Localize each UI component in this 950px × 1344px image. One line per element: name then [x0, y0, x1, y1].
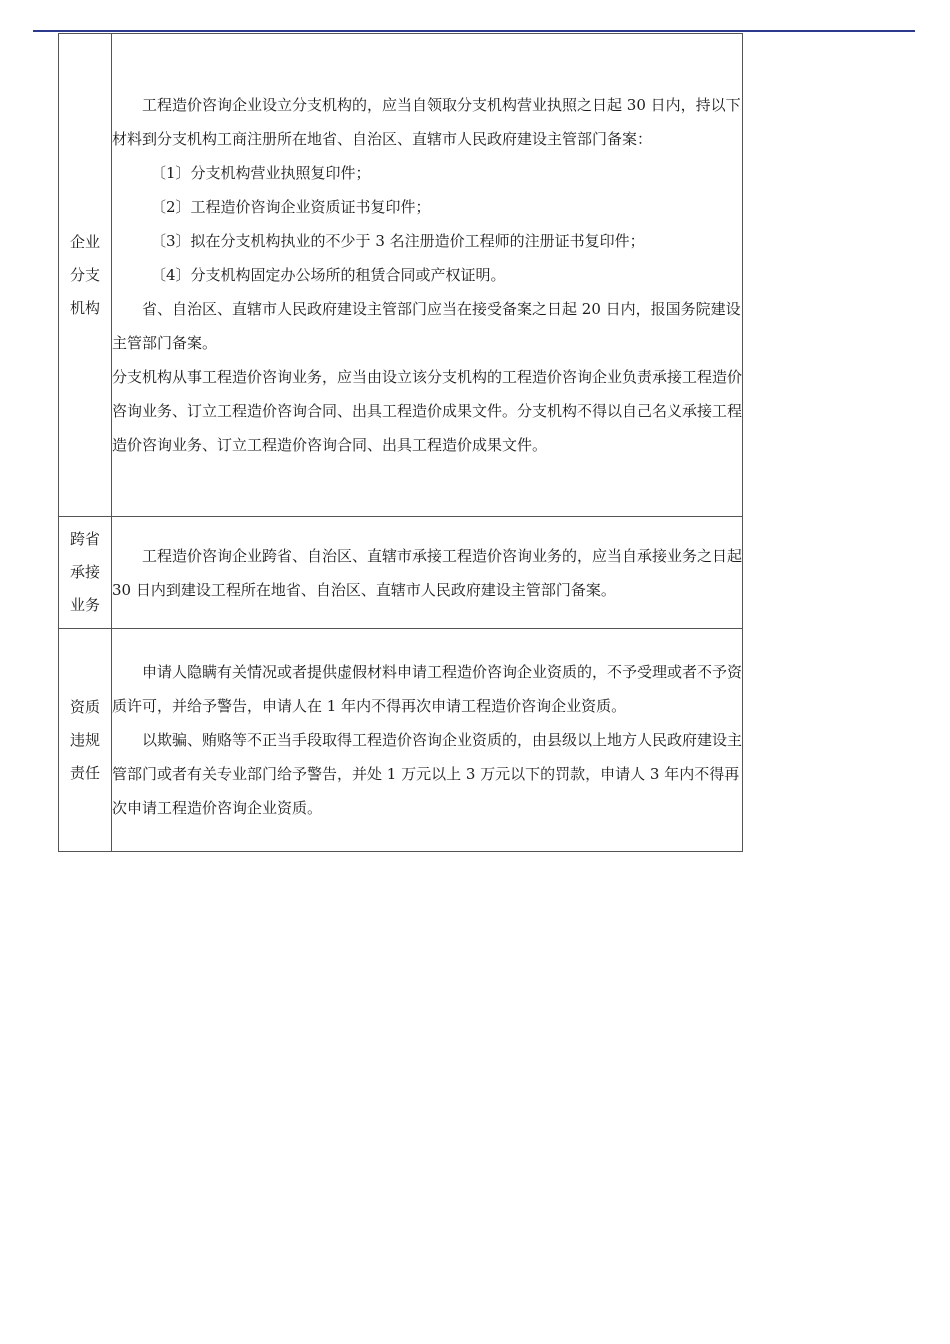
paragraph: 以欺骗、贿赂等不正当手段取得工程造价咨询企业资质的，由县级以上地方人民政府建设主管部门或者有关专业部门给予警告，并处 1 万元以上 3 万元以下的罚款，申请人 3 年内不得再次申请工程造价咨询企业资质。	[112, 731, 743, 817]
row-label	[59, 629, 112, 852]
row-label-line: 分支	[69, 265, 100, 284]
row-label-line: 跨省	[69, 530, 100, 548]
row-label-line: 承接	[69, 563, 100, 581]
row-label-line: 企业	[69, 232, 100, 251]
table-row-branch	[59, 34, 743, 517]
paragraph: 申请人隐瞒有关情况或者提供虚假材料申请工程造价咨询企业资质的，不予受理或者不予资质许可，并给予警告，申请人在 1 年内不得再次申请工程造价咨询企业资质。	[112, 663, 743, 715]
row-label-line: 资质	[69, 697, 100, 716]
row-label	[59, 34, 112, 517]
regulation-table	[58, 33, 743, 852]
list-item: 〔4〕分支机构固定办公场所的租赁合同或产权证明。	[151, 266, 506, 284]
row-label-line: 机构	[69, 298, 100, 317]
row-label	[59, 517, 112, 629]
header-rule	[33, 30, 915, 32]
paragraph: 省、自治区、直辖市人民政府建设主管部门应当在接受备案之日起 20 日内，报国务院建设主管部门备案。	[112, 300, 741, 352]
row-label-line: 违规	[69, 730, 100, 749]
list-item: 〔1〕分支机构营业执照复印件；	[151, 164, 371, 182]
row-content	[112, 34, 743, 517]
table-row-violation	[59, 629, 743, 852]
list-item: 〔2〕工程造价咨询企业资质证书复印件；	[151, 198, 431, 216]
row-content	[112, 629, 743, 852]
paragraph: 工程造价咨询企业跨省、自治区、直辖市承接工程造价咨询业务的，应当自承接业务之日起 30 日内到建设工程所在地省、自治区、直辖市人民政府建设主管部门备案。	[112, 546, 743, 599]
paragraph: 分支机构从事工程造价咨询业务，应当由设立该分支机构的工程造价咨询企业负责承接工程造价咨询业务、订立工程造价咨询合同、出具工程造价成果文件。分支机构不得以自己名义承接工程造价咨询业务、订立工程造价咨询合同、出具工程造价成果文件。	[112, 368, 743, 454]
table-row-cross-province	[59, 517, 743, 629]
row-content	[112, 517, 743, 629]
list-item: 〔3〕拟在分支机构执业的不少于 3 名注册造价工程师的注册证书复印件；	[151, 232, 645, 250]
row-label-line: 责任	[69, 763, 100, 782]
row-label-line: 业务	[69, 596, 100, 614]
paragraph: 工程造价咨询企业设立分支机构的，应当自领取分支机构营业执照之日起 30 日内，持以下材料到分支机构工商注册所在地省、自治区、直辖市人民政府建设主管部门备案：	[112, 96, 741, 148]
